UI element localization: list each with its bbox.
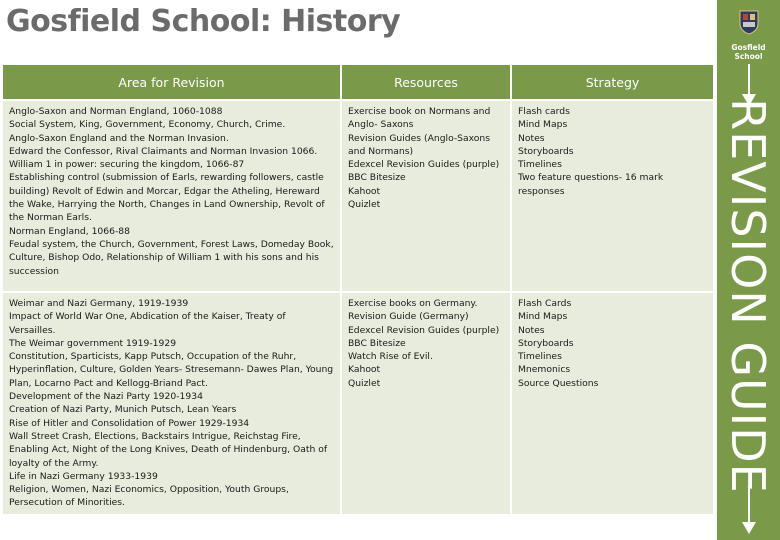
strategy-item: Timelines: [518, 159, 562, 171]
area-text: Establishing control (submission of Earls, rewarding followers, castle building) Revolt of Edwin and Morcar, Edgar the Atheling, Hereward the Wake, Harrying the North, Changes in Land Ownership, Revolt of the Norman Earls.: [9, 172, 325, 224]
area-text: Anglo-Saxon England and the Norman Invasion.: [9, 132, 229, 144]
area-text: Norman England, 1066-88: [9, 225, 130, 237]
area-text: William 1 in power: securing the kingdom, 1066-87: [9, 159, 245, 171]
area-text: Religion, Women, Nazi Economics, Opposition, Youth Groups, Persecution of Minorities.: [9, 484, 289, 509]
strategy-item: Mind Maps: [518, 119, 568, 131]
area-text: Feudal system, the Church, Government, Forest Laws, Domeday Book, Culture, Bishop Odo, Relationship of William 1 with his sons and his succession: [9, 238, 334, 277]
resource-item: BBC Bitesize: [348, 337, 406, 349]
resource-item: Edexcel Revision Guides (purple): [348, 159, 500, 171]
resources-cell: [341, 100, 511, 292]
area-text: Life in Nazi Germany 1933-1939: [9, 470, 158, 482]
table-header-row: [3, 65, 714, 100]
header-area: Area for Revision: [3, 65, 341, 100]
strategy-item: Storyboards: [518, 145, 574, 157]
strategy-item: Notes: [518, 132, 545, 144]
strategy-item: Storyboards: [518, 337, 574, 349]
resource-item: Kahoot: [348, 364, 381, 376]
header-resources: Resources: [341, 65, 511, 100]
strategy-item: Two feature questions- 16 mark responses: [518, 172, 664, 197]
resource-item: Revision Guide (Germany): [348, 311, 469, 323]
area-text: Constitution, Sparticists, Kapp Putsch, Occupation of the Ruhr, Hyperinflation, Culture, Golden Years- Stresemann- Dawes Plan, Young Plan, Locarno Pact and Kellogg-Briand Pact.: [9, 351, 334, 389]
strategy-item: Mind Maps: [518, 311, 568, 323]
table-row: [3, 292, 714, 514]
revision-guide-label: REVISION GUIDE: [721, 98, 775, 494]
resource-item: Watch Rise of Evil.: [348, 351, 433, 363]
page-title: Gosfield School: History: [6, 4, 401, 39]
sidebar-banner: [717, 0, 780, 540]
area-text: Anglo-Saxon and Norman England, 1060-1088: [9, 106, 223, 117]
resource-item: Quizlet: [348, 199, 381, 211]
area-text: Rise of Hitler and Consolidation of Power 1929-1934: [9, 417, 250, 429]
resource-item: Exercise book on Normans and Anglo- Saxons: [348, 106, 491, 131]
area-text: Creation of Nazi Party, Munich Putsch, Lean Years: [9, 404, 237, 416]
strategy-item: Notes: [518, 324, 545, 336]
school-name: Gosfield School: [731, 43, 766, 61]
area-text: Social System, King, Government, Economy, Church, Crime.: [9, 119, 286, 131]
resource-item: Kahoot: [348, 185, 381, 197]
area-cell: [3, 100, 341, 292]
resource-item: Edexcel Revision Guides (purple): [348, 324, 500, 336]
strategy-item: Timelines: [518, 351, 562, 363]
strategy-item: Source Questions: [518, 377, 599, 389]
resource-item: BBC Bitesize: [348, 172, 406, 184]
arrow-down-icon: [740, 486, 758, 536]
strategy-cell: [511, 100, 714, 292]
resources-cell: [341, 292, 511, 514]
area-cell: [3, 292, 341, 514]
area-text: Wall Street Crash, Elections, Backstairs Intrigue, Reichstag Fire, Enabling Act, Night of the Long Knives, Death of Hindenburg, Oath of loyalty of the Army.: [9, 430, 328, 469]
strategy-cell: [511, 292, 714, 514]
area-text: Weimar and Nazi Germany, 1919-1939: [9, 298, 189, 309]
strategy-item: Mnemonics: [518, 364, 571, 376]
school-logo: [717, 0, 780, 60]
area-text: Impact of World War One, Abdication of the Kaiser, Treaty of Versailles.: [9, 311, 286, 336]
area-text: Edward the Confessor, Rival Claimants and Norman Invasion 1066.: [9, 145, 318, 157]
strategy-item: Flash cards: [518, 106, 570, 117]
area-text: The Weimar government 1919-1929: [9, 337, 177, 349]
table-row: [3, 100, 714, 292]
crest-icon: [738, 9, 760, 35]
header-strategy: Strategy: [511, 65, 714, 100]
area-text: Development of the Nazi Party 1920-1934: [9, 391, 203, 403]
revision-table: [3, 65, 715, 514]
strategy-item: Flash Cards: [518, 298, 572, 309]
resource-item: Exercise books on Germany.: [348, 298, 478, 309]
resource-item: Quizlet: [348, 377, 381, 389]
resource-item: Revision Guides (Anglo-Saxons and Normans): [348, 132, 491, 157]
